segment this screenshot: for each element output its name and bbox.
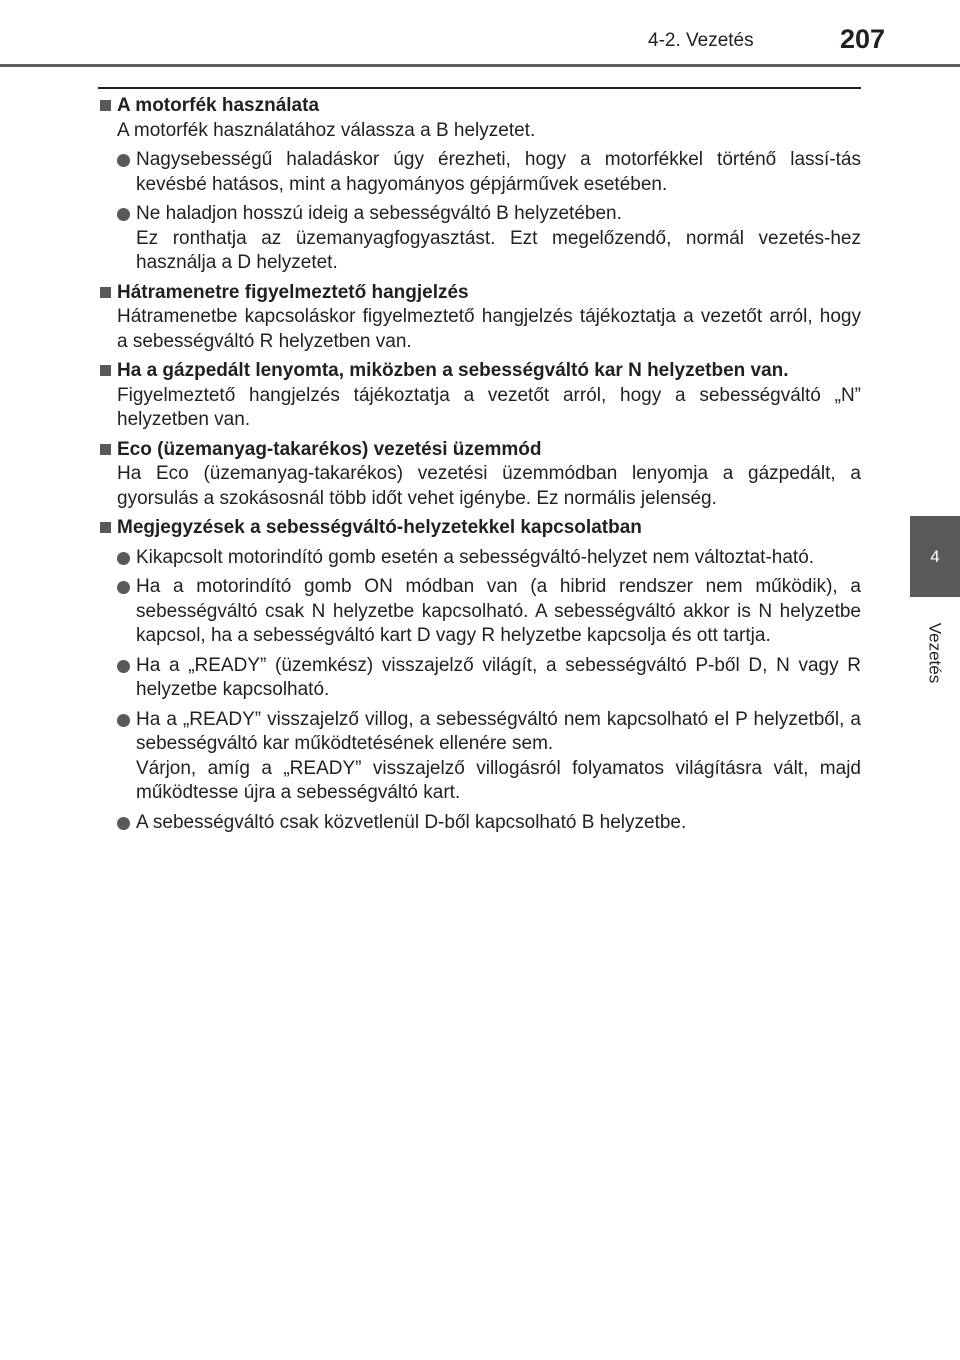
chapter-tab-number: 4: [930, 546, 940, 566]
list-item-text: [136, 575, 861, 649]
list-item: [117, 202, 861, 276]
list-item-text: [136, 811, 861, 836]
list-item-paragraph: Ez ronthatja az üzemanyagfogyasztást. Ezt megelőzendő, normál vezetés-hez használja a D helyzetet.: [136, 227, 861, 273]
square-bullet-icon: [98, 438, 117, 463]
header-section-title: 4-2. Vezetés: [648, 30, 754, 51]
section-heading: [98, 94, 861, 119]
chapter-tab[interactable]: [910, 516, 960, 597]
section-heading: [98, 281, 861, 306]
chapter-side-label-text: Vezetés: [925, 622, 944, 684]
square-bullet-icon: [98, 359, 117, 384]
section: [98, 94, 861, 276]
page-content: [98, 94, 861, 840]
list-item: [117, 654, 861, 703]
list-item-paragraph: Kikapcsolt motorindító gomb esetén a sebességváltó-helyzet nem változtat-ható.: [136, 546, 815, 568]
section-paragraph: A motorfék használatához válassza a B helyzetet.: [117, 119, 536, 141]
round-bullet-icon: [117, 654, 136, 703]
content-top-divider: [98, 87, 861, 89]
section: [98, 281, 861, 355]
section-heading-text: Ha a gázpedált lenyomta, miközben a sebességváltó kar N helyzetben van.: [117, 360, 789, 381]
section-paragraph: Hátramenetbe kapcsoláskor figyelmeztető hangjelzés tájékoztatja a vezetőt arról, hogy a sebességváltó R helyzetben van.: [117, 306, 861, 352]
list-item-text: [136, 202, 861, 276]
list-item-text: [136, 708, 861, 806]
section-heading-text: Megjegyzések a sebességváltó-helyzetekkel kapcsolatban: [117, 517, 642, 538]
list-item-paragraph: Nagysebességű haladáskor úgy érezheti, hogy a motorfékkel történő lassí-tás kevésbé hatásos, mint a hagyományos gépjárművek esetében.: [136, 149, 861, 195]
section-heading-text: A motorfék használata: [117, 95, 320, 116]
round-bullet-icon: [117, 811, 136, 836]
list-item-text: [136, 546, 861, 571]
section: [98, 438, 861, 512]
round-bullet-icon: [117, 148, 136, 197]
section-heading: [98, 516, 861, 541]
list-item-paragraph: Ha a „READY” (üzemkész) visszajelző világít, a sebességváltó P-ből D, N vagy R helyzetbe kapcsolható.: [136, 654, 861, 700]
round-bullet-icon: [117, 708, 136, 806]
square-bullet-icon: [98, 516, 117, 541]
list-item-paragraph: Ha a motorindító gomb ON módban van (a hibrid rendszer nem működik), a sebességváltó csak N helyzetbe kapcsolható. A sebességváltó akkor is N helyzetbe kapcsol, ha a sebességváltó kart D vagy R helyzetbe kapcsolja és ott tartja.: [136, 576, 861, 646]
round-bullet-icon: [117, 202, 136, 276]
list-item-paragraph: Ha a „READY” visszajelző villog, a sebességváltó nem kapcsolható el P helyzetből, a sebességváltó kar működtetésének ellenére sem.: [136, 708, 861, 754]
section-heading: [98, 359, 861, 384]
square-bullet-icon: [98, 281, 117, 306]
list-item: [117, 811, 861, 836]
section-heading: [98, 438, 861, 463]
round-bullet-icon: [117, 546, 136, 571]
list-item-paragraph: Várjon, amíg a „READY” visszajelző villogásról folyamatos világításra vált, majd működtesse újra a sebességváltó kart.: [136, 757, 861, 803]
chapter-side-label: [916, 608, 952, 698]
section: [98, 359, 861, 433]
list-item: [117, 546, 861, 571]
section-paragraph: Ha Eco (üzemanyag-takarékos) vezetési üzemmódban lenyomja a gázpedált, a gyorsulás a szokásosnál több időt vehet igénybe. Ez normális jelenség.: [117, 463, 861, 509]
list-item-text: [136, 148, 861, 197]
list-item: [117, 575, 861, 649]
section-heading-text: Eco (üzemanyag-takarékos) vezetési üzemmód: [117, 438, 542, 460]
list-item: [117, 148, 861, 197]
list-item-paragraph: A sebességváltó csak közvetlenül D-ből kapcsolható B helyzetbe.: [136, 811, 687, 833]
list-item-paragraph: Ne haladjon hosszú ideig a sebességváltó B helyzetében.: [136, 203, 622, 224]
section-paragraph: Figyelmeztető hangjelzés tájékoztatja a vezetőt arról, hogy a sebességváltó „N” helyzetben van.: [117, 384, 861, 430]
list-item-text: [136, 654, 861, 703]
square-bullet-icon: [98, 94, 117, 119]
list-item: [117, 708, 861, 806]
header-divider: [0, 64, 960, 67]
page-number: 207: [840, 24, 886, 54]
round-bullet-icon: [117, 575, 136, 649]
section: [98, 516, 861, 835]
section-heading-text: Hátramenetre figyelmeztető hangjelzés: [117, 281, 469, 303]
